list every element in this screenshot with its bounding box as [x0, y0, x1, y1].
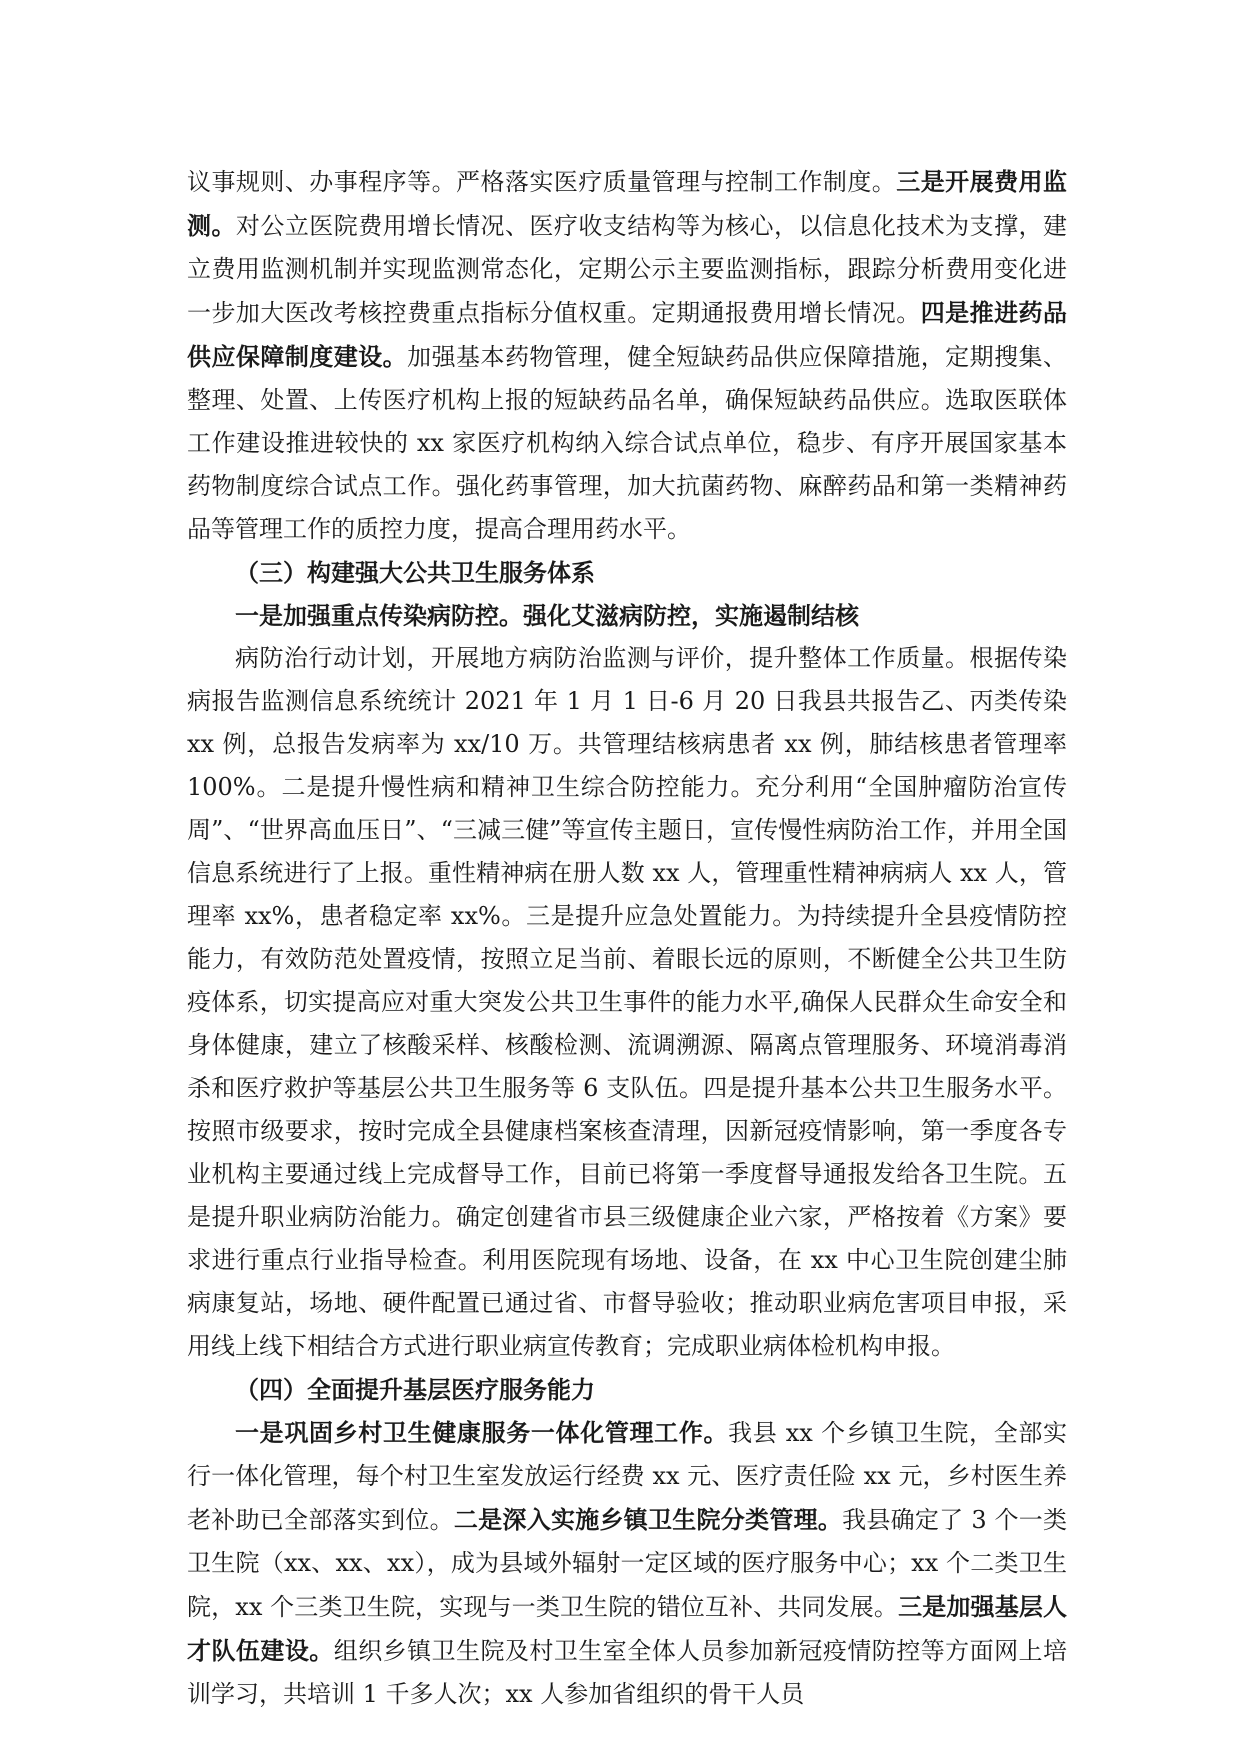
bold-lead-drug-supply: 四是推进药品供应保障制度建设。	[187, 298, 1068, 371]
paragraph-primary-care-details	[187, 1411, 1067, 1716]
bold-lead-talent: 三是加强基层人才队伍建设。	[187, 1592, 1068, 1665]
bold-lead-integration: 一是巩固乡村卫生健康服务一体化管理工作。	[235, 1418, 729, 1447]
paragraph-text: 对公立医院费用增长情况、医疗收支结构等为核心，以信息化技术为支撑，建立费用监测机制并实现监测常态化，定期公示主要监测指标，跟踪分析费用变化进一步加大医改考核控费重点指标分值权重。定期通报费用增长情况。	[187, 212, 1068, 327]
paragraph-cost-and-drug-supply	[187, 160, 1067, 551]
document-page	[187, 160, 1067, 1716]
bold-lead-classification: 二是深入实施乡镇卫生院分类管理。	[453, 1505, 843, 1534]
paragraph-public-health-details: 病防治行动计划，开展地方病防治监测与评价，提升整体工作质量。根据传染病报告监测信息系统统计 2021 年 1 月 1 日-6 月 20 日我县共报告乙、丙类传染 xx 例，总报告发病率为 xx/10 万。共管理结核病患者 xx 例，肺结核患者管理率 100%。二是提升慢性病和精神卫生综合防控能力。充分利用“全国肿瘤防治宣传周”、“世界高血压日”、“三减三健”等宣传主题日，宣传慢性病防治工作，并用全国信息系统进行了上报。重性精神病在册人数 xx 人，管理重性精神病病人 xx 人，管理率 xx%，患者稳定率 xx%。三是提升应急处置能力。为持续提升全县疫情防控能力，有效防范处置疫情，按照立足当前、着眼长远的原则，不断健全公共卫生防疫体系，切实提高应对重大突发公共卫生事件的能力水平,确保人民群众生命安全和身体健康，建立了核酸采样、核酸检测、流调溯源、隔离点管理服务、环境消毒消杀和医疗救护等基层公共卫生服务等 6 支队伍。四是提升基本公共卫生服务水平。按照市级要求，按时完成全县健康档案核查清理，因新冠疫情影响，第一季度各专业机构主要通过线上完成督导工作，目前已将第一季度督导通报发给各卫生院。五是提升职业病防治能力。确定创建省市县三级健康企业六家，严格按着《方案》要求进行重点行业指导检查。利用医院现有场地、设备，在 xx 中心卫生院创建尘肺病康复站，场地、硬件配置已通过省、市督导验收；推动职业病危害项目申报，采用线上线下相结合方式进行职业病宣传教育；完成职业病体检机构申报。	[187, 644, 1067, 1360]
paragraph-text: 议事规则、办事程序等。严格落实医疗质量管理与控制工作制度。	[187, 168, 897, 196]
paragraph-text: 我县 xx 个乡镇卫生院，全部实行一体化管理，每个村卫生室发放运行经费 xx 元、医疗责任险 xx 元，乡村医生养老补助已全部落实到位。	[187, 1419, 1068, 1534]
bold-lead-cost-monitoring: 三是开展费用监测。	[187, 167, 1068, 240]
section-heading-public-health: （三）构建强大公共卫生服务体系	[235, 558, 595, 587]
paragraph-text: 组织乡镇卫生院及村卫生室全体人员参加新冠疫情防控等方面网上培训学习，共培训 1 千多人次；xx 人参加省组织的骨干人员	[187, 1637, 1068, 1708]
section-heading-primary-care: （四）全面提升基层医疗服务能力	[235, 1375, 595, 1404]
paragraph-text: 我县确定了 3 个一类卫生院（xx、xx、xx），成为县域外辐射一定区域的医疗服务中心；xx 个二类卫生院，xx 个三类卫生院，实现与一类卫生院的错位互补、共同发展。	[187, 1506, 1068, 1621]
paragraph-text: 加强基本药物管理，健全短缺药品供应保障措施，定期搜集、整理、处置、上传医疗机构上报的短缺药品名单，确保短缺药品供应。选取医联体工作建设推进较快的 xx 家医疗机构纳入综合试点单位，稳步、有序开展国家基本药物制度综合试点工作。强化药事管理，加大抗菌药物、麻醉药品和第一类精神药品等管理工作的质控力度，提高合理用药水平。	[187, 343, 1068, 543]
bold-lead-infectious-disease: 一是加强重点传染病防控。强化艾滋病防控，实施遏制结核	[235, 601, 859, 630]
